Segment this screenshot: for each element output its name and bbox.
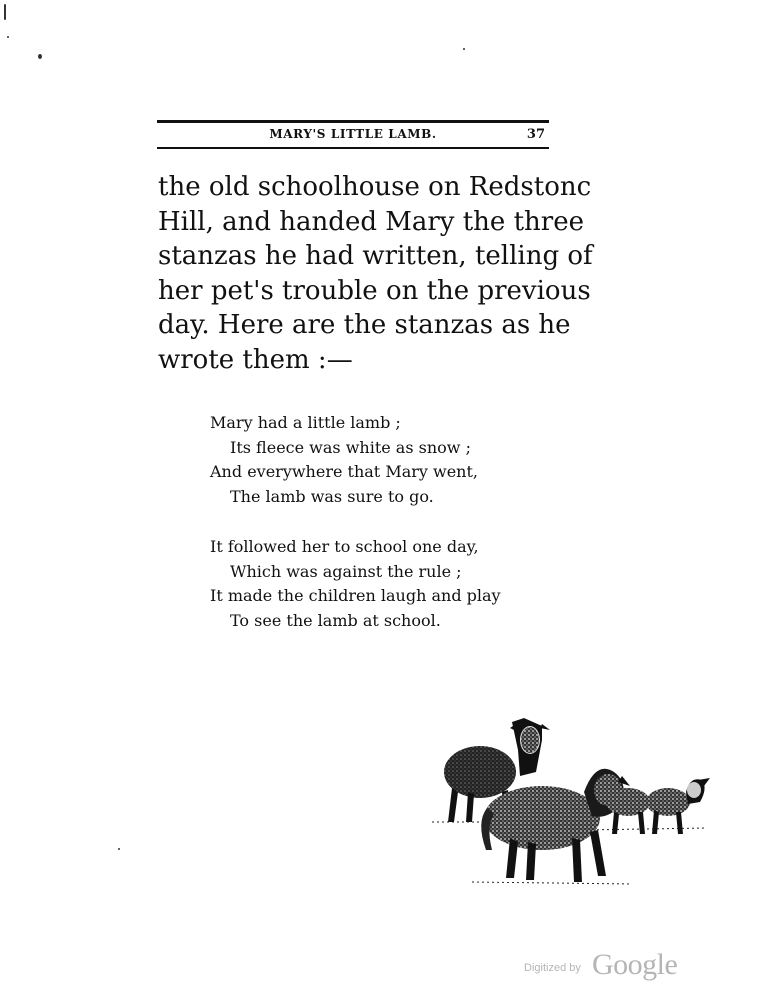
prose-line: stanzas he had written, telling of — [158, 241, 593, 271]
poem-line: It made the children laugh and play — [210, 586, 501, 605]
poem-line: And everywhere that Mary went, — [210, 462, 478, 481]
poem-line: To see the lamb at school. — [230, 610, 441, 630]
google-logo: Google — [592, 948, 678, 981]
poem-line: Its fleece was white as snow ; — [230, 437, 471, 457]
poem-line: Which was against the rule ; — [230, 561, 462, 581]
digitized-watermark — [524, 950, 704, 984]
poem-line: It followed her to school one day, — [210, 537, 479, 556]
page-number: 37 — [526, 127, 545, 142]
running-title: MARY'S LITTLE LAMB. — [269, 127, 437, 141]
running-head — [157, 124, 549, 146]
scan-speck — [4, 4, 6, 20]
digitized-label: Digitized by — [524, 962, 581, 974]
sheep-illustration-icon — [432, 710, 712, 890]
scan-speck — [463, 48, 465, 50]
header-rule-top — [157, 120, 549, 123]
poem-line: Mary had a little lamb ; — [210, 413, 401, 432]
scan-speck — [38, 54, 42, 59]
prose-line: wrote them :— — [158, 344, 353, 375]
prose-line: her pet's trouble on the previous — [158, 275, 591, 306]
poem-line: The lamb was sure to go. — [230, 486, 434, 506]
scan-speck — [7, 36, 9, 38]
prose-paragraph — [158, 170, 593, 377]
poem-stanza-1 — [210, 411, 550, 509]
header-rule-bottom — [157, 147, 549, 149]
poem-stanza-2 — [210, 535, 550, 633]
prose-line: the old schoolhouse on Redstonc — [158, 172, 592, 202]
scan-speck — [118, 848, 120, 850]
prose-line: day. Here are the stanzas as he — [158, 310, 571, 340]
prose-line: Hill, and handed Mary the three — [158, 206, 584, 237]
